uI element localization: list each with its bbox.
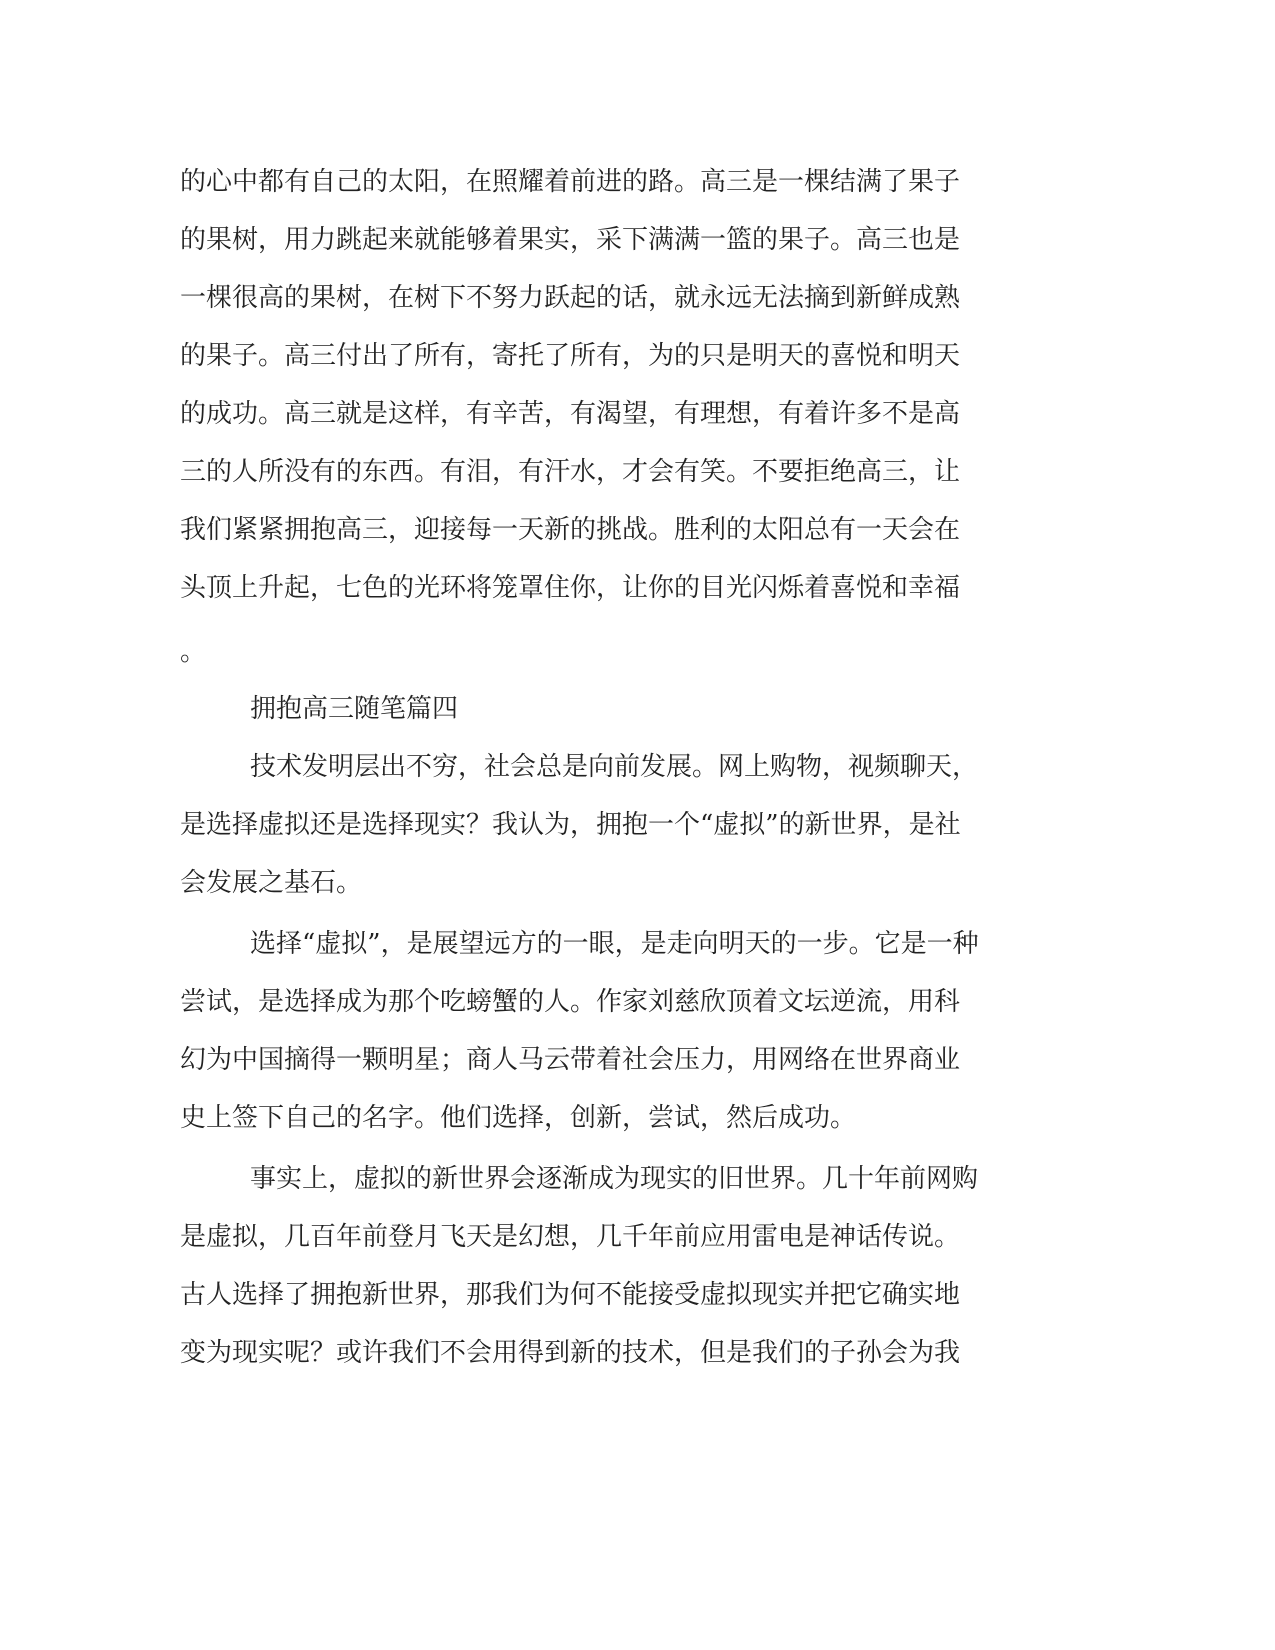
- text-line: 的成功。高三就是这样，有辛苦，有渴望，有理想，有着许多不是高: [180, 399, 961, 429]
- text-line: 的果子。高三付出了所有，寄托了所有，为的只是明天的喜悦和明天: [180, 341, 961, 371]
- text-line: 的心中都有自己的太阳，在照耀着前进的路。高三是一棵结满了果子: [180, 167, 961, 197]
- text-line: 变为现实呢？或许我们不会用得到新的技术，但是我们的子孙会为我: [180, 1338, 961, 1368]
- text-line: 会发展之基石。: [180, 868, 363, 898]
- section-heading: 拥抱高三随笔篇四: [250, 694, 459, 724]
- text-line: 三的人所没有的东西。有泪，有汗水，才会有笑。不要拒绝高三，让: [180, 457, 961, 487]
- text-line: 是选择虚拟还是选择现实？我认为，拥抱一个“虚拟”的新世界，是社: [180, 810, 961, 840]
- text-line: 技术发明层出不穷，社会总是向前发展。网上购物，视频聊天，: [250, 752, 979, 782]
- text-line: 选择“虚拟”，是展望远方的一眼，是走向明天的一步。它是一种: [250, 929, 979, 959]
- text-line: 史上签下自己的名字。他们选择，创新，尝试，然后成功。: [180, 1103, 857, 1133]
- text-line: 。: [180, 637, 207, 667]
- text-line: 我们紧紧拥抱高三，迎接每一天新的挑战。胜利的太阳总有一天会在: [180, 515, 961, 545]
- text-line: 尝试，是选择成为那个吃螃蟹的人。作家刘慈欣顶着文坛逆流，用科: [180, 987, 961, 1017]
- text-line: 一棵很高的果树，在树下不努力跃起的话，就永远无法摘到新鲜成熟: [180, 283, 961, 313]
- text-line: 是虚拟，几百年前登月飞天是幻想，几千年前应用雷电是神话传说。: [180, 1222, 961, 1252]
- text-line: 事实上，虚拟的新世界会逐渐成为现实的旧世界。几十年前网购: [250, 1164, 979, 1194]
- text-line: 古人选择了拥抱新世界，那我们为何不能接受虚拟现实并把它确实地: [180, 1280, 961, 1310]
- text-line: 头顶上升起，七色的光环将笼罩住你，让你的目光闪烁着喜悦和幸福: [180, 573, 961, 603]
- text-line: 幻为中国摘得一颗明星；商人马云带着社会压力，用网络在世界商业: [180, 1045, 961, 1075]
- text-line: 的果树，用力跳起来就能够着果实，采下满满一篮的果子。高三也是: [180, 225, 961, 255]
